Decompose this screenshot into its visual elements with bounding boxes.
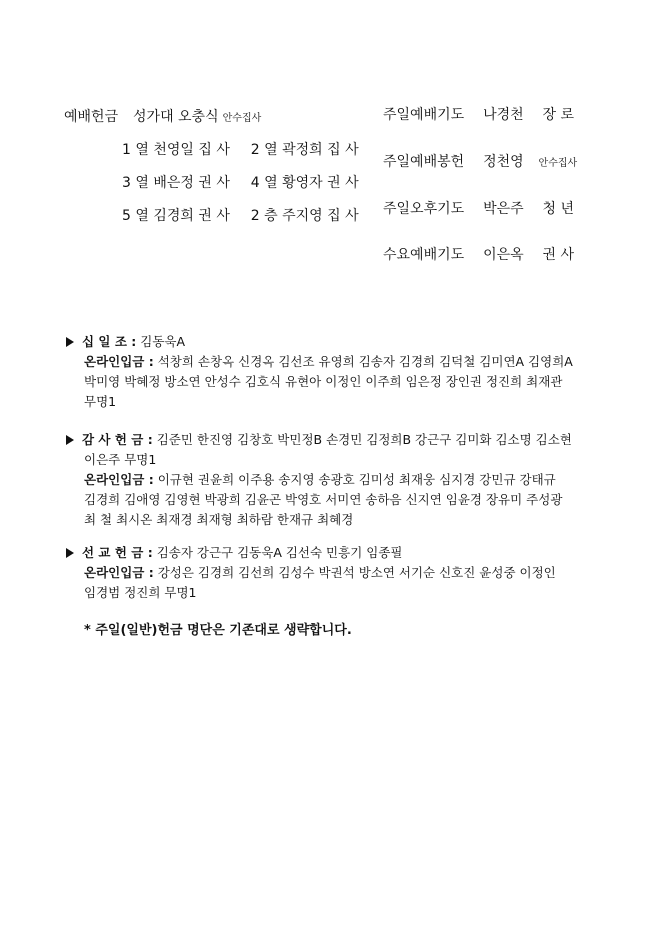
thanks-online-line-3 xyxy=(84,510,353,530)
thanks-section-header xyxy=(66,430,572,450)
usher-row-1 xyxy=(122,139,359,159)
prayer-row-3 xyxy=(383,198,574,218)
tithe-section-header xyxy=(66,332,185,352)
mission-names: 김송자 강근구 김동욱A 김선숙 민흥기 임종필 xyxy=(156,545,403,560)
thanks-online-line-2 xyxy=(84,490,562,510)
choir-role: 안수집사 xyxy=(222,113,262,124)
prayer-service: 수요예배기도 xyxy=(383,247,465,263)
offering-title: 예배헌금 xyxy=(64,109,119,125)
prayer-row-4 xyxy=(383,244,574,264)
prayer-row-2 xyxy=(383,151,577,171)
triangle-bullet-icon xyxy=(66,337,74,347)
prayer-name: 이은옥 xyxy=(483,247,524,263)
thanks-names: 이은주 무명1 xyxy=(84,452,157,467)
triangle-bullet-icon xyxy=(66,548,74,558)
prayer-name: 박은주 xyxy=(483,201,524,217)
prayer-role: 권 사 xyxy=(542,247,575,263)
mission-section-header xyxy=(66,543,402,563)
online-names: 석창희 손창옥 신경옥 김선조 유영희 김송자 김경희 김덕철 김미연A 김영희A xyxy=(157,354,573,369)
usher-cell: 1 열 천영일 집 사 xyxy=(122,142,230,158)
prayer-service: 주일예배봉헌 xyxy=(383,154,465,170)
tithe-online-line-1 xyxy=(84,352,573,372)
offering-header xyxy=(64,106,261,126)
prayer-role: 안수집사 xyxy=(538,158,578,169)
usher-row-2 xyxy=(122,172,359,192)
mission-online-line-1 xyxy=(84,563,556,583)
mission-label: 선 교 헌 금 : xyxy=(82,545,153,560)
tithe-label: 십 일 조 : xyxy=(82,334,137,349)
choir-name: 성가대 오충식 xyxy=(133,109,219,125)
online-names: 박미영 박혜정 방소연 안성수 김호식 유현아 이정인 이주희 임은정 장인권 정진희 최재관 xyxy=(84,374,563,389)
usher-cell: 2 열 곽정희 집 사 xyxy=(250,142,359,158)
usher-cell: 2 층 주지영 집 사 xyxy=(250,208,359,224)
prayer-name: 정천영 xyxy=(483,154,524,170)
online-names: 이규현 권윤희 이주용 송지영 송광호 김미성 최재웅 심지경 강민규 강태규 xyxy=(157,472,556,487)
usher-row-3 xyxy=(122,205,359,225)
mission-online-line-2 xyxy=(84,583,197,603)
prayer-name: 나경천 xyxy=(483,107,524,123)
prayer-service: 주일예배기도 xyxy=(383,107,465,123)
thanks-label: 감 사 헌 금 : xyxy=(82,432,153,447)
triangle-bullet-icon xyxy=(66,435,74,445)
online-names: 최 철 최시온 최재경 최재형 최하람 한재규 최혜경 xyxy=(84,512,354,527)
thanks-names: 김준민 한진영 김창호 박민정B 손경민 김정희B 강근구 김미화 김소명 김소현 xyxy=(156,432,572,447)
thanks-online-line-1 xyxy=(84,470,556,490)
online-names: 임경범 정진희 무명1 xyxy=(84,585,197,600)
prayer-row-1 xyxy=(383,104,574,124)
online-names: 김경희 김애영 김영현 박광희 김윤곤 박영호 서미연 송하음 신지연 임윤경 장유미 주성광 xyxy=(84,492,563,507)
online-names: 강성은 김경희 김선희 김성수 박권석 방소연 서기순 신호진 윤성중 이정인 xyxy=(157,565,556,580)
usher-cell: 3 열 배은정 권 사 xyxy=(122,175,230,191)
tithe-online-line-2 xyxy=(84,372,562,392)
online-label: 온라인입금 : xyxy=(84,565,154,580)
usher-cell: 4 열 황영자 권 사 xyxy=(250,175,359,191)
online-label: 온라인입금 : xyxy=(84,354,154,369)
tithe-online-line-3 xyxy=(84,392,116,412)
online-names: 무명1 xyxy=(84,394,117,409)
prayer-role: 장 로 xyxy=(542,107,575,123)
prayer-role: 청 년 xyxy=(542,201,575,217)
omission-note: * 주일(일반)헌금 명단은 기존대로 생략합니다. xyxy=(84,623,352,638)
prayer-service: 주일오후기도 xyxy=(383,201,465,217)
thanks-names-cont xyxy=(84,450,156,470)
online-label: 온라인입금 : xyxy=(84,472,154,487)
tithe-names: 김동욱A xyxy=(140,334,186,349)
usher-cell: 5 열 김경희 권 사 xyxy=(122,208,230,224)
